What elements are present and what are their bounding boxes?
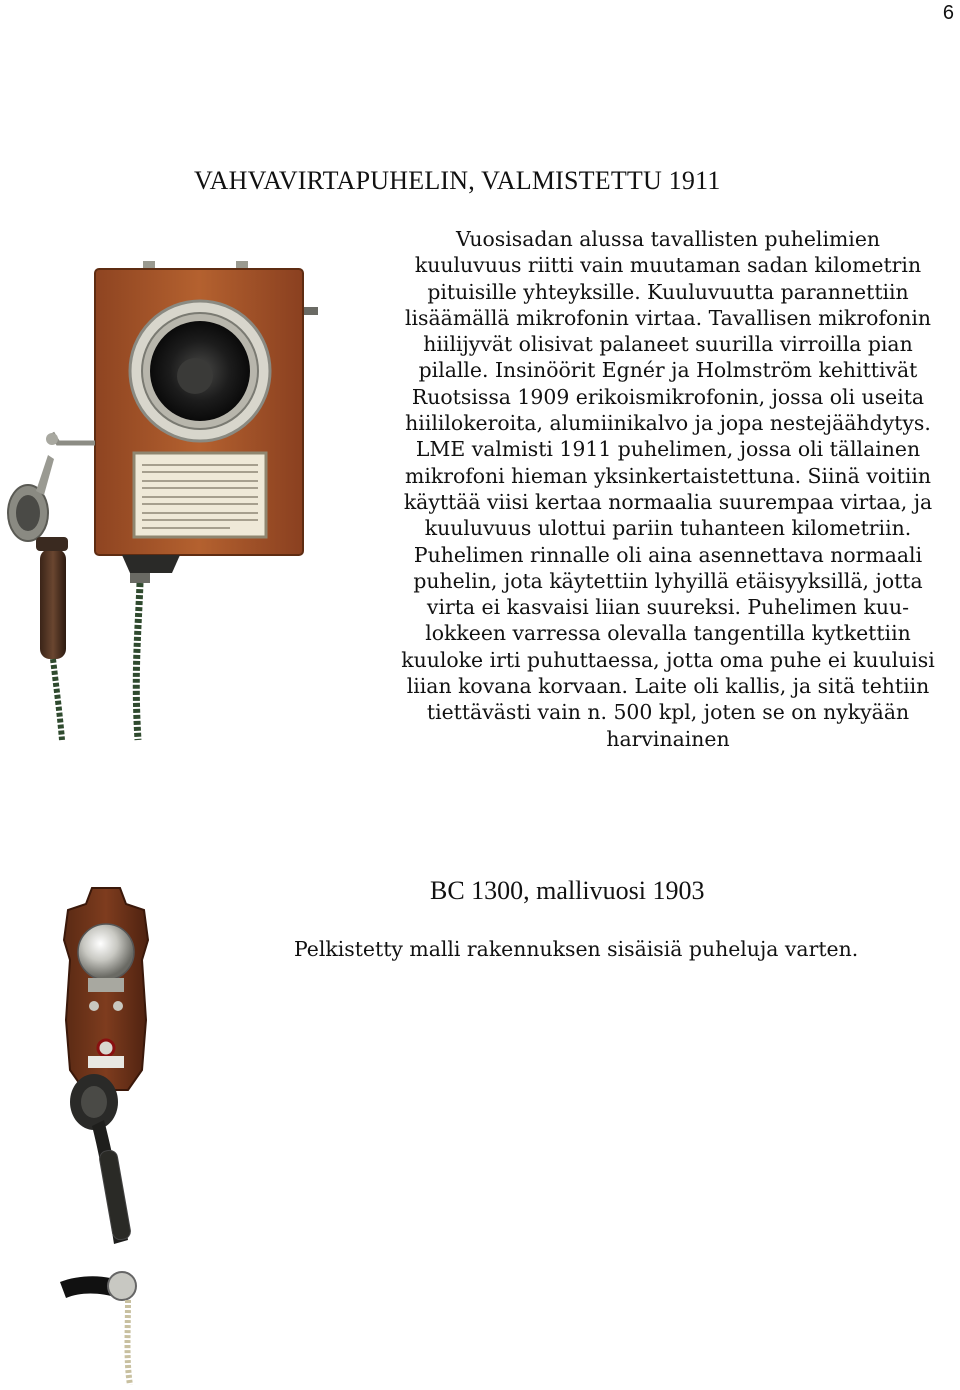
body-line: lokkeen varressa olevalla tangentilla kytkettiin: [425, 621, 911, 646]
section-title-1911-phone: VAHVAVIRTAPUHELIN, VALMISTETTU 1911: [194, 166, 721, 195]
body-line: puhelin, jota käytettiin lyhyillä etäisyyksillä, jotta: [413, 568, 923, 593]
body-line: virta ei kasvaisi liian suureksi. Puhelimen kuu-: [426, 595, 910, 620]
body-line: hiilijyvät olisivat palaneet suurilla virroilla pian: [423, 332, 913, 357]
photo-wall-telephone-bc1300: [30, 880, 190, 1385]
body-line: pituisille yhteyksille. Kuuluvuutta parannettiin: [427, 279, 909, 304]
body-line: tiettävästi vain n. 500 kpl, joten se on nykyään: [426, 700, 910, 725]
body-line: hiililokeroita, alumiinikalvo ja jopa nestejäähdytys.: [405, 411, 931, 436]
body-line: pilalle. Insinöörit Egnér ja Holmström kehittivät: [418, 358, 918, 383]
body-line: kuuloke irti puhuttaessa, jotta oma puhe ei kuuluisi: [401, 647, 935, 672]
body-line: kuuluvuus ulottui pariin tuhanteen kilometriin.: [424, 516, 912, 541]
section-caption-bc1300: Pelkistetty malli rakennuksen sisäisiä puheluja varten.: [294, 937, 859, 961]
body-line: Puhelimen rinnalle oli aina asennettava normaali: [413, 542, 923, 567]
body-line: Vuosisadan alussa tavallisten puhelimien: [455, 227, 881, 251]
body-line: Ruotsissa 1909 erikoismikrofonin, jossa oli useita: [411, 384, 925, 409]
page-number: 6: [942, 2, 954, 24]
section-body-1911-phone: [372, 226, 960, 752]
photo-wall-telephone-1911: [0, 255, 330, 745]
body-line: lisäämällä mikrofonin virtaa. Tavallisen mikrofonin: [405, 305, 931, 330]
body-line: kuuluvuus riitti vain muutaman sadan kilometrin: [414, 253, 922, 278]
body-line: mikrofoni hieman yksinkertaistettuna. Siinä voitiin: [404, 463, 932, 488]
body-line: liian kovana korvaan. Laite oli kallis, ja sitä tehtiin: [406, 674, 930, 699]
body-line: käyttää viisi kertaa normaalia suurempaa virtaa, ja: [403, 489, 933, 514]
section-title-bc1300: BC 1300, mallivuosi 1903: [430, 876, 705, 905]
body-line: LME valmisti 1911 puhelimen, jossa oli tällainen: [415, 437, 921, 462]
body-line: harvinainen: [606, 726, 730, 751]
